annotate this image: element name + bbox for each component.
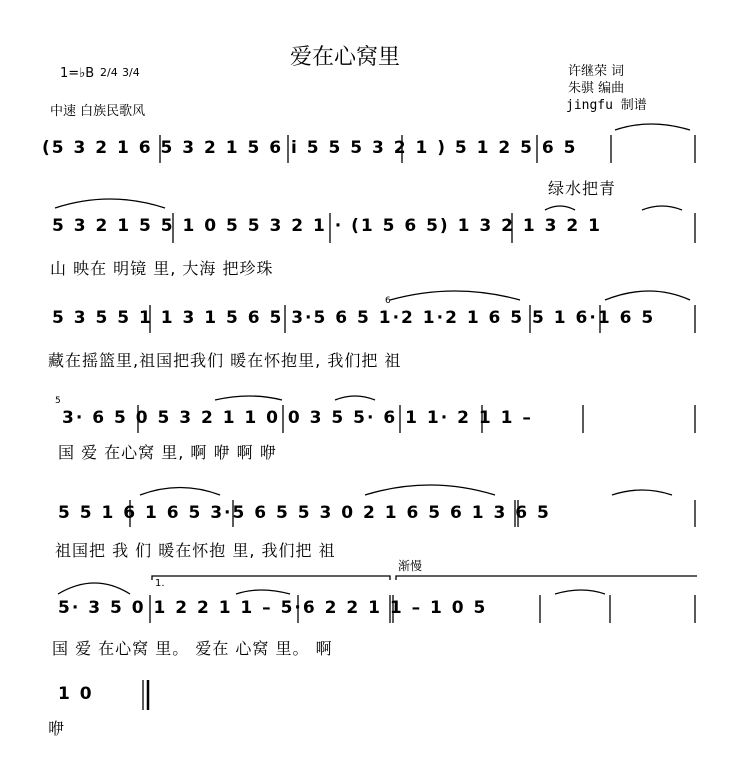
tempo-style: 中速 白族民歌风 [50, 104, 146, 119]
transcriber-credit: jingfu 制谱 [566, 98, 647, 113]
lyrics-row-2: 山 映在 明镜 里, 大海 把珍珠 [50, 259, 274, 278]
notation-row-1: (5 3 2 1 6 5 3 2 1 5 6 i 5 5 5 3 2 1 ) 5 1 2 5 6 5 [42, 138, 578, 158]
grace-note-6: 6 [385, 296, 391, 306]
lyrics-row-1: 绿水把青 [548, 179, 617, 198]
ritardando-mark: 渐慢 [398, 559, 423, 573]
notation-row-3: 5 3 5 5 1 1 3 1 5 6 5 3·5 6 5 1·2 1·2 1 6 5 5 1 6·1 6 5 [52, 308, 656, 328]
notation-row-4: 3· 6 5 0 5 3 2 1 1 0 0 3 5 5· 6 1 1· 2 1 1 – [62, 408, 533, 428]
notation-row-7: 1 0 [58, 684, 94, 704]
song-title: 爱在心窝里 [290, 45, 401, 70]
lyrics-row-6: 国 爱 在心窝 里。 爱在 心窝 里。 啊 [52, 639, 333, 658]
arranger-credit: 朱骐 编曲 [568, 81, 625, 96]
notation-row-6: 5· 3 5 0 1 2 2 1 1 – 5·6 2 2 1 1 – 1 0 5 [58, 598, 488, 618]
notation-row-5: 5 5 1 6 1 6 5 3·5 6 5 5 3 0 2 1 6 5 6 1 3 6 5 [58, 503, 551, 523]
time-signature-2-4: 2/4 [100, 66, 118, 79]
grace-note-5: 5 [55, 396, 61, 406]
lyrics-row-4: 国 爱 在心窝 里, 啊 咿 啊 咿 [58, 443, 277, 462]
key-signature: 1=♭B [60, 66, 95, 81]
lyrics-row-5: 祖国把 我 们 暖在怀抱 里, 我们把 祖 [55, 541, 336, 560]
lyrics-row-7: 咿 [48, 719, 66, 738]
lyrics-row-3: 藏在摇篮里,祖国把我们 暖在怀抱里, 我们把 祖 [48, 351, 402, 370]
first-ending-mark: 1. [155, 578, 165, 589]
lyricist-credit: 许继荣 词 [568, 64, 625, 79]
notation-row-2: 5 3 2 1 5 5 1 0 5 5 3 2 1 · (1 5 6 5) 1 3 2 1 3 2 1 [52, 216, 602, 236]
time-signature-3-4: 3/4 [122, 66, 140, 79]
